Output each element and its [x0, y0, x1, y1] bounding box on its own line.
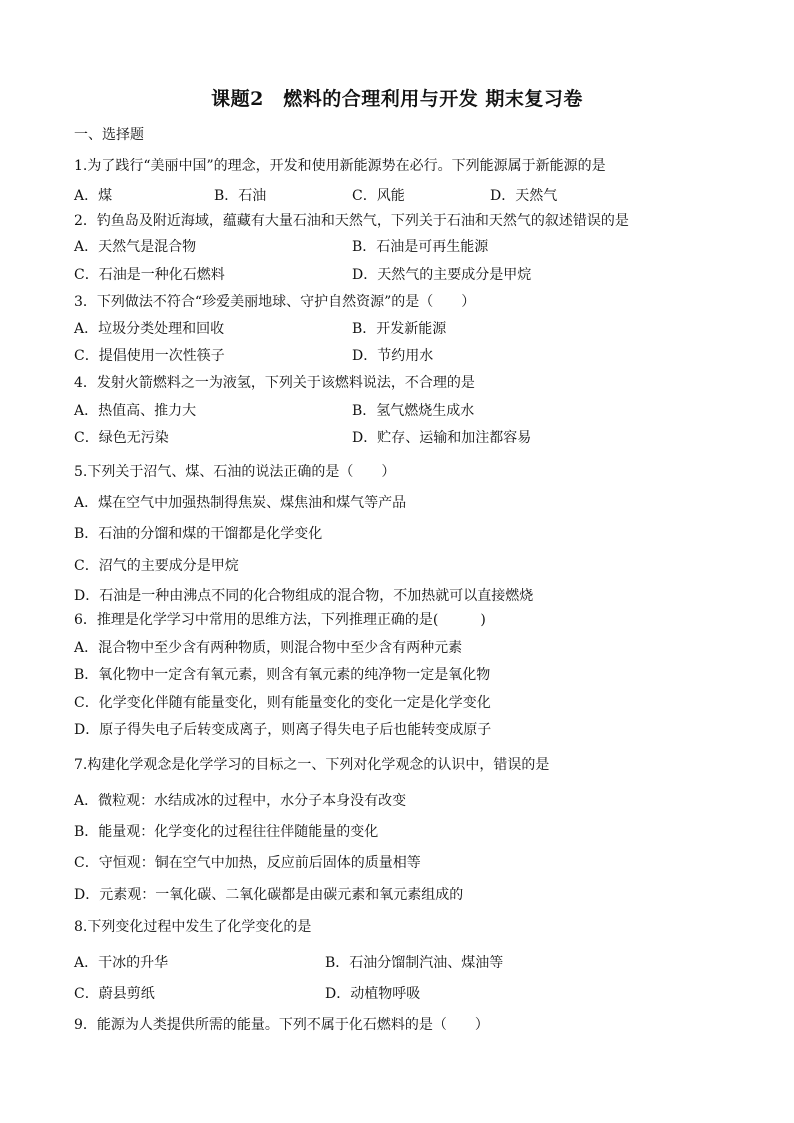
question-stem: 9．能源为人类提供所需的能量。下列不属于化石燃料的是（ ）: [74, 1017, 489, 1033]
page-title: 课题2 燃料的合理利用与开发 期末复习卷: [211, 88, 583, 110]
option-b: B．开发新能源: [352, 321, 447, 337]
option-a: A．干冰的升华: [74, 955, 169, 971]
option-b: B．能量观：化学变化的过程往往伴随能量的变化: [74, 824, 379, 840]
option-a: A．煤在空气中加强热制得焦炭、煤焦油和煤气等产品: [74, 495, 407, 511]
option-c: C．石油是一种化石燃料: [74, 267, 225, 283]
option-a: A．微粒观：水结成冰的过程中，水分子本身没有改变: [74, 793, 407, 809]
option-b: B．氧化物中一定含有氧元素，则含有氧元素的纯净物一定是氧化物: [74, 667, 491, 683]
question-stem: 6．推理是化学学习中常用的思维方法，下列推理正确的是( ): [74, 612, 486, 628]
option-b: B．石油: [214, 188, 267, 204]
option-c: C．沼气的主要成分是甲烷: [74, 558, 239, 574]
option-a: A．天然气是混合物: [74, 239, 197, 255]
option-d: D．动植物呼吸: [325, 986, 421, 1002]
option-a: A．煤: [74, 188, 113, 204]
option-c: C．蔚县剪纸: [74, 986, 155, 1002]
question-stem: 5.下列关于沼气、煤、石油的说法正确的是（ ）: [74, 464, 396, 480]
option-d: D．石油是一种由沸点不同的化合物组成的混合物，不加热就可以直接燃烧: [74, 588, 534, 604]
question-stem: 2．钓鱼岛及附近海域，蕴藏有大量石油和天然气，下列关于石油和天然气的叙述错误的是: [74, 213, 629, 229]
option-d: D．贮存、运输和加注都容易: [352, 430, 532, 446]
question-stem: 8.下列变化过程中发生了化学变化的是: [74, 919, 312, 935]
option-c: C．化学变化伴随有能量变化，则有能量变化的变化一定是化学变化: [74, 695, 491, 711]
option-b: B．石油是可再生能源: [352, 239, 489, 255]
question-stem: 7.构建化学观念是化学学习的目标之一、下列对化学观念的认识中，错误的是: [74, 757, 550, 773]
option-c: C．风能: [352, 188, 405, 204]
option-d: D．原子得失电子后转变成离子，则离子得失电子后也能转变成原子: [74, 722, 492, 738]
question-stem: 3．下列做法不符合“珍爱美丽地球、守护自然资源”的是（ ）: [74, 294, 476, 310]
option-c: C．绿色无污染: [74, 430, 169, 446]
section-heading: 一、选择题: [74, 127, 144, 143]
option-b: B．氢气燃烧生成水: [352, 403, 475, 419]
option-c: C．提倡使用一次性筷子: [74, 348, 225, 364]
option-d: D．元素观：一氧化碳、二氧化碳都是由碳元素和氧元素组成的: [74, 887, 464, 903]
option-d: D．天然气的主要成分是甲烷: [352, 267, 532, 283]
question-stem: 1.为了践行“美丽中国”的理念，开发和使用新能源势在必行。下列能源属于新能源的是: [74, 158, 606, 174]
option-c: C．守恒观：铜在空气中加热，反应前后固体的质量相等: [74, 855, 421, 871]
option-d: D．节约用水: [352, 348, 434, 364]
option-b: B．石油分馏制汽油、煤油等: [325, 955, 504, 971]
question-stem: 4．发射火箭燃料之一为液氢，下列关于该燃料说法，不合理的是: [74, 375, 475, 391]
option-a: A．热值高、推力大: [74, 403, 197, 419]
option-a: A．垃圾分类处理和回收: [74, 321, 225, 337]
option-b: B．石油的分馏和煤的干馏都是化学变化: [74, 526, 323, 542]
option-d: D．天然气: [490, 188, 558, 204]
option-a: A．混合物中至少含有两种物质，则混合物中至少含有两种元素: [74, 640, 463, 656]
